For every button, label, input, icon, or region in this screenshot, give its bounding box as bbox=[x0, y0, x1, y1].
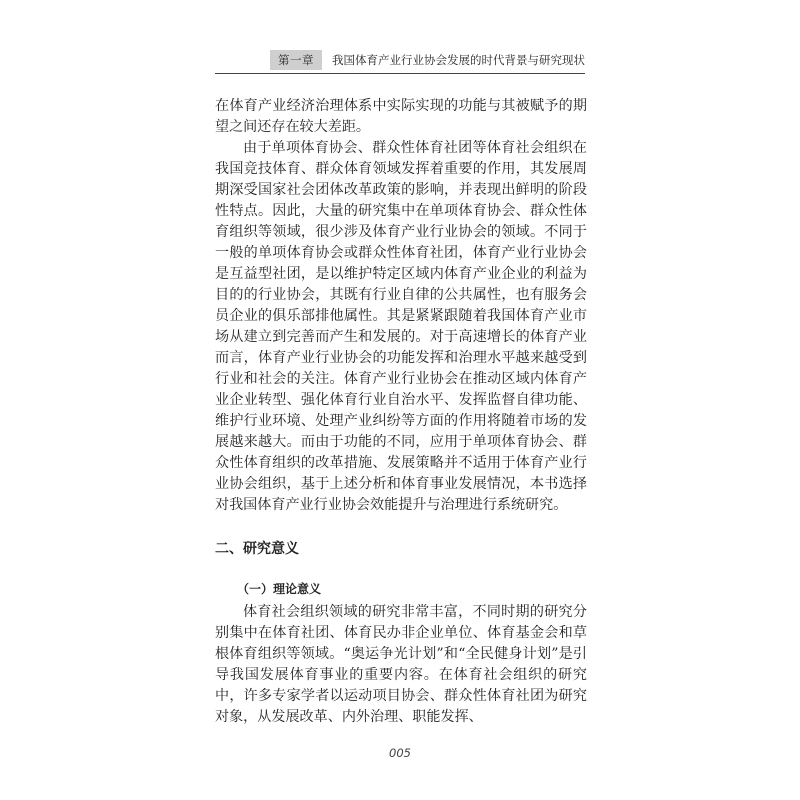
paragraph-background: 由于单项体育协会、群众性体育社团等体育社会组织在我国竞技体育、群众体育领域发挥着重要的作用，其发展周期深受国家社会团体改革政策的影响，并表现出鲜明的阶段性特点。因此，大量的研究集中在单项体育协会、群众性体育组织等领域，很少涉及体育产业行业协会的领域。不同于一般的单项体育协会或群众性体育社团，体育产业行业协会是互益型社团，是以维护特定区域内体育产业企业的利益为目的的行业协会，其既有行业自律的公共属性，也有服务会员企业的俱乐部排他属性。其是紧紧跟随着我国体育产业市场从建立到完善而产生和发展的。对于高速增长的体育产业而言，体育产业行业协会的功能发挥和治理水平越来越受到行业和社会的关注。体育产业行业协会在推动区域内体育产业企业转型、强化体育行业自治水平、发挥监督自律功能、维护行业环境、处理产业纠纷等方面的作用将随着市场的发展越来越大。而由于功能的不同，应用于单项体育协会、群众性体育组织的改革措施、发展策略并不适用于体育产业行业协会组织，基于上述分析和体育事业发展情况，本书选择对我国体育产业行业协会效能提升与治理进行系统研究。 bbox=[215, 140, 587, 513]
running-header bbox=[270, 50, 585, 70]
page-number: 005 bbox=[389, 746, 411, 760]
paragraph-theory: 体育社会组织领域的研究非常丰富，不同时期的研究分别集中在体育社团、体育民办非企业单位、体育基金会和草根体育组织等领域。“奥运争光计划”和“全民健身计划”是引导我国发展体育事业的重要内容。在体育社会组织的研究中，许多专家学者以运动项目协会、群众性体育社团为研究对象，从发展改革、内外治理、职能发挥、 bbox=[215, 604, 587, 725]
body-text bbox=[215, 96, 587, 728]
chapter-title: 我国体育产业行业协会发展的时代背景与研究现状 bbox=[332, 53, 585, 67]
section-heading: 二、研究意义 bbox=[215, 541, 299, 557]
header-rule bbox=[215, 73, 585, 74]
chapter-label: 第一章 bbox=[270, 50, 322, 70]
paragraph-continued: 在体育产业经济治理体系中实际实现的功能与其被赋予的期望之间还存在较大差距。 bbox=[215, 98, 587, 135]
subsection-heading: （一）理论意义 bbox=[237, 582, 322, 596]
